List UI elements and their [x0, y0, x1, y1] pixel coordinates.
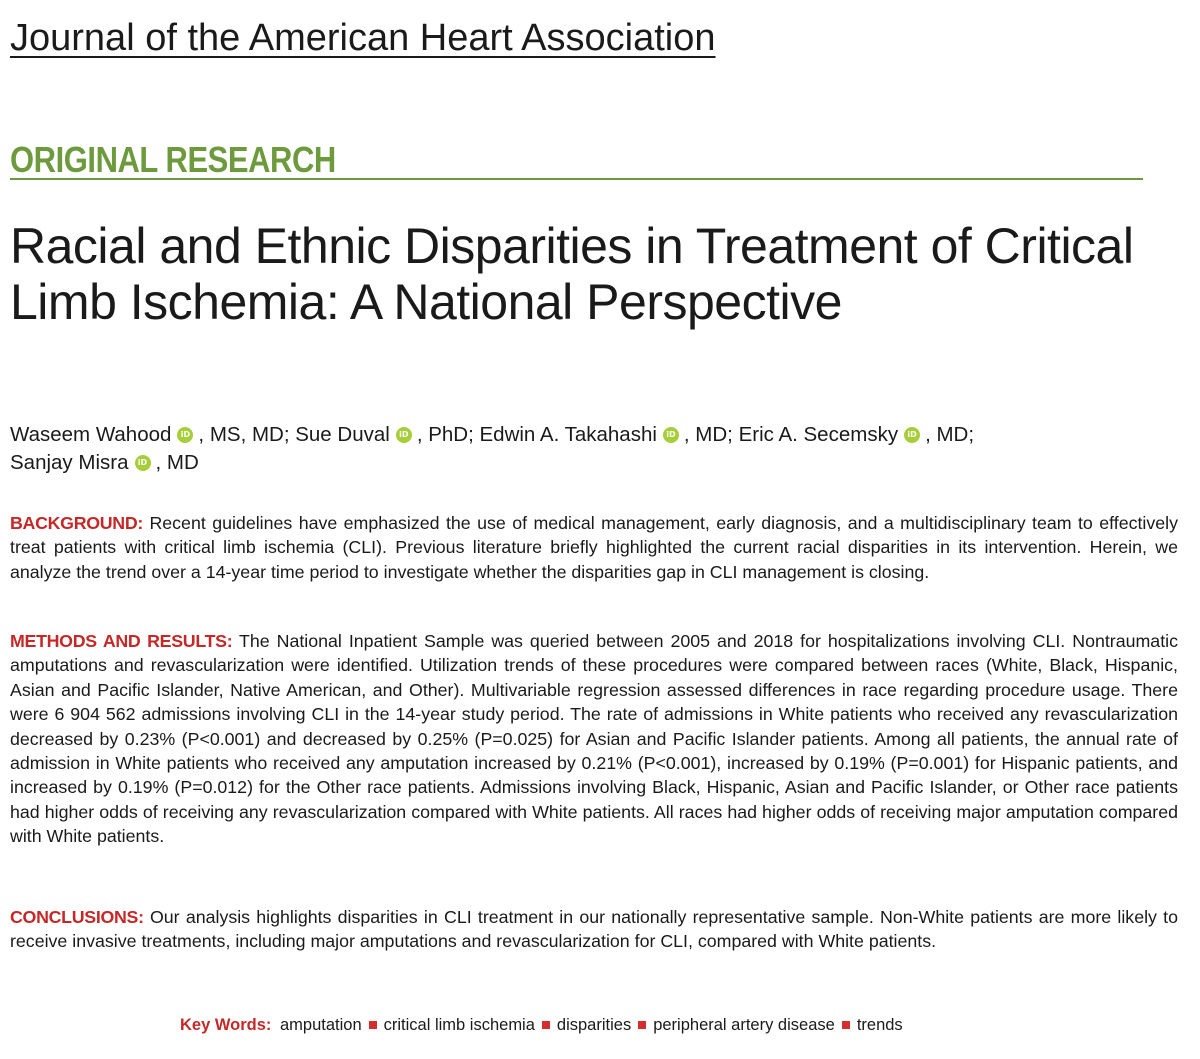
author-name[interactable]: Sanjay Misra	[10, 451, 129, 474]
keyword[interactable]: disparities	[556, 1016, 632, 1034]
author-credentials: , MD;	[925, 423, 975, 446]
author-credentials: , MS, MD;	[198, 423, 290, 446]
orcid-icon[interactable]: iD	[663, 427, 679, 443]
abstract-background	[10, 511, 1178, 584]
abstract-text: Recent guidelines have emphasized the use of medical management, early diagnosis, and a multidisciplinary team to effectively treat patients with critical limb ischemia (CLI). Previous literature briefly highlighted the current racial disparities in its intervention. Herein, we analyze the trend over a 14-year time period to investigate whether the disparities gap in CLI management is closing.	[10, 513, 1178, 582]
square-bullet-icon	[842, 1021, 850, 1029]
abstract-heading: CONCLUSIONS:	[10, 907, 144, 927]
author-name[interactable]: Edwin A. Takahashi	[479, 423, 657, 446]
author-credentials: , MD	[155, 451, 199, 474]
section-header	[10, 139, 1143, 180]
square-bullet-icon	[369, 1021, 377, 1029]
author-list	[10, 421, 1160, 477]
keywords-heading: Key Words:	[180, 1016, 272, 1034]
keyword[interactable]: critical limb ischemia	[383, 1016, 535, 1034]
abstract-heading: METHODS AND RESULTS:	[10, 631, 233, 651]
orcid-icon[interactable]: iD	[904, 427, 920, 443]
abstract-text: Our analysis highlights disparities in CLI treatment in our nationally representative sample. Non-White patients are more likely to receive invasive treatments, including major amputations and revascularization for CLI, compared with White patients.	[10, 907, 1178, 952]
abstract-conclusions	[10, 905, 1178, 954]
keyword[interactable]: peripheral artery disease	[653, 1016, 835, 1034]
author-name[interactable]: Waseem Wahood	[10, 423, 172, 446]
keyword[interactable]: amputation	[279, 1016, 362, 1034]
orcid-icon[interactable]: iD	[135, 455, 151, 471]
keywords	[180, 1013, 903, 1037]
article-title: Racial and Ethnic Disparities in Treatment of Critical Limb Ischemia: A National Perspective	[10, 218, 1134, 330]
square-bullet-icon	[638, 1021, 646, 1029]
journal-title[interactable]: Journal of the American Heart Association	[10, 17, 716, 59]
author-credentials: , PhD;	[416, 423, 474, 446]
section-label: ORIGINAL RESEARCH	[10, 139, 336, 180]
author-name[interactable]: Sue Duval	[295, 423, 390, 446]
author-credentials: , MD;	[683, 423, 733, 446]
orcid-icon[interactable]: iD	[396, 427, 412, 443]
keyword[interactable]: trends	[856, 1016, 903, 1034]
abstract-methods-results	[10, 629, 1178, 849]
abstract-heading: BACKGROUND:	[10, 513, 144, 533]
author-name[interactable]: Eric A. Secemsky	[738, 423, 899, 446]
abstract-text: The National Inpatient Sample was queried between 2005 and 2018 for hospitalizations involving CLI. Nontraumatic amputations and revascularization were identified. Utilization trends of these procedures were compared between races (White, Black, Hispanic, Asian and Pacific Islander, Native American, and Other). Multivariable regression assessed differences in race regarding procedure usage. There were 6 904 562 admissions involving CLI in the 14-year study period. The rate of admissions in White patients who received any revascularization decreased by 0.23% (P<0.001) and decreased by 0.25% (P=0.025) for Asian and Pacific Islander patients. Among all patients, the annual rate of admission in White patients who received any amputation increased by 0.21% (P<0.001), increased by 0.19% (P=0.001) for Hispanic patients, and increased by 0.19% (P=0.012) for the Other race patients. Admissions involving Black, Hispanic, Asian and Pacific Islander, or Other race patients had higher odds of receiving any revascularization compared with White patients. All races had higher odds of receiving major amputation compared with White patients.	[10, 631, 1178, 847]
orcid-icon[interactable]: iD	[177, 427, 193, 443]
square-bullet-icon	[542, 1021, 550, 1029]
